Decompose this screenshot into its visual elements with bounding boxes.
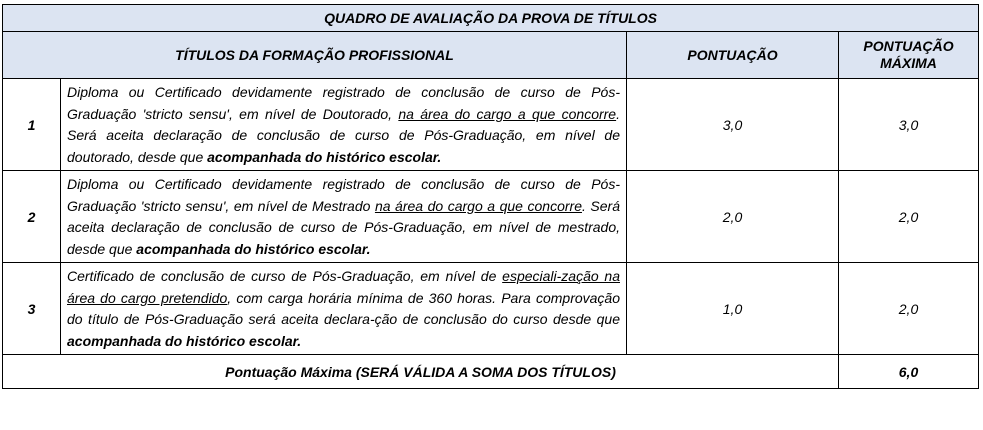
row-description <box>61 79 627 171</box>
row-number: 1 <box>3 79 61 171</box>
desc-underlined: especiali-zação na área do cargo pretendido <box>67 268 620 306</box>
row-pontuacao: 2,0 <box>627 171 839 263</box>
table-title: QUADRO DE AVALIAÇÃO DA PROVA DE TÍTULOS <box>3 5 979 32</box>
desc-underlined: na área do cargo a que concorre <box>374 197 582 214</box>
desc-underlined: na área do cargo a que concorre <box>398 105 617 122</box>
desc-text: Certificado de conclusão de curso de Pós-Graduação, em nível de <box>67 268 503 284</box>
table-row <box>3 79 979 171</box>
desc-text: . Será aceita declaração de conclusão de curso de Pós-Graduação, em nível de mestrado, desde que <box>67 197 620 257</box>
row-pontuacao-maxima: 3,0 <box>839 79 979 171</box>
row-number: 3 <box>3 263 61 355</box>
header-pontuacao: PONTUAÇÃO <box>627 32 839 79</box>
row-pontuacao: 1,0 <box>627 263 839 355</box>
desc-bold: acompanhada do histórico escolar. <box>136 240 371 257</box>
desc-text: , com carga horária mínima de 360 horas. Para comprovação do título de Pós-Graduação será aceita declara-ção de conclusão do curso desde que <box>67 289 620 327</box>
row-pontuacao: 3,0 <box>627 79 839 171</box>
total-value: 6,0 <box>839 355 979 389</box>
row-pontuacao-maxima: 2,0 <box>839 171 979 263</box>
table-row <box>3 171 979 263</box>
desc-bold: acompanhada do histórico escolar. <box>67 332 302 349</box>
table-title-row <box>3 5 979 32</box>
row-number: 2 <box>3 171 61 263</box>
total-row <box>3 355 979 389</box>
row-description <box>61 263 627 355</box>
desc-text: . Será aceita declaração de conclusão de curso de Pós-Graduação, em nível de doutorado, desde que <box>67 105 620 165</box>
header-pontuacao-maxima: PONTUAÇÃO MÁXIMA <box>839 32 979 79</box>
header-titulos: TÍTULOS DA FORMAÇÃO PROFISSIONAL <box>3 32 627 79</box>
row-description <box>61 171 627 263</box>
desc-text: Diploma ou Certificado devidamente registrado de conclusão de curso de Pós-Graduação 'stricto sensu', em nível de Mestrado <box>67 176 620 214</box>
table-row <box>3 263 979 355</box>
total-label: Pontuação Máxima (SERÁ VÁLIDA A SOMA DOS TÍTULOS) <box>3 355 839 389</box>
desc-text: Diploma ou Certificado devidamente registrado de conclusão de curso de Pós-Graduação 'stricto sensu', em nível de Doutorado, <box>67 84 620 122</box>
titles-evaluation-table <box>2 4 979 389</box>
row-pontuacao-maxima: 2,0 <box>839 263 979 355</box>
desc-bold: acompanhada do histórico escolar. <box>207 148 442 165</box>
table-header-row <box>3 32 979 79</box>
